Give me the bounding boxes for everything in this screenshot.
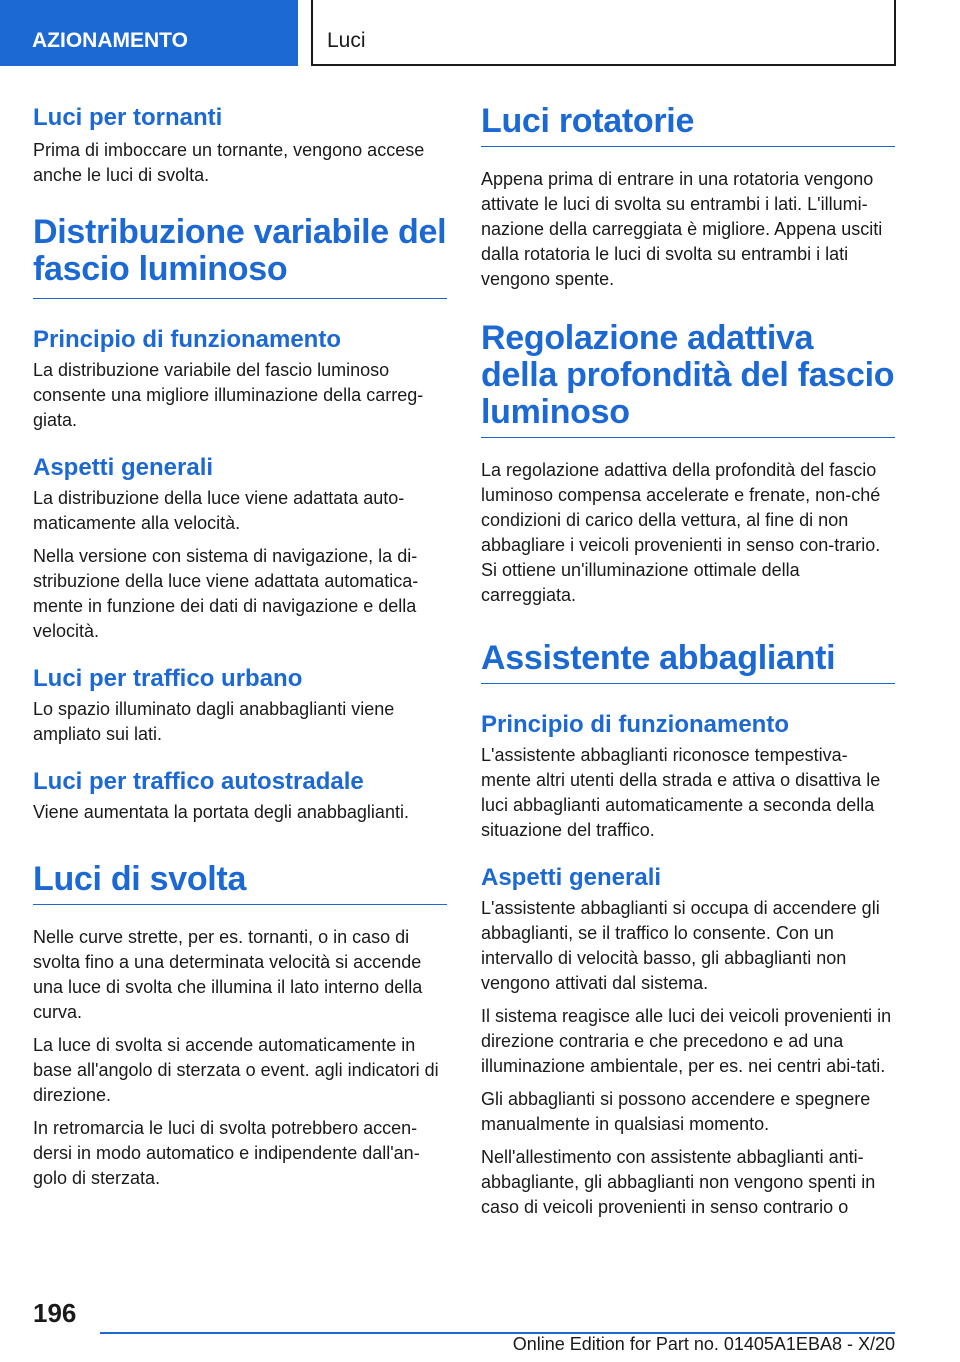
text-principio-assistente: L'assistente abbaglianti riconosce tempestiva‐mente altri utenti della strada e attiva o disattiva le luci abbaglianti automaticamente a seconda della situazione del traffico. <box>481 745 881 840</box>
heading-aspetti-assistente: Aspetti generali <box>481 864 662 891</box>
page-number: 196 <box>33 1298 77 1328</box>
text-aspetti-assistente-3: Gli abbaglianti si possono accendere e spegnere manualmente in qualsiasi momento. <box>481 1089 871 1134</box>
chapter-tab: Luci <box>311 0 896 66</box>
heading-autostradale: Luci per traffico autostradale <box>33 768 364 795</box>
heading-urbano: Luci per traffico urbano <box>33 665 303 692</box>
page-header <box>0 0 960 70</box>
text-svolta-3: In retromarcia le luci di svolta potrebbero accen‐dersi in modo automatico e indipendente dall'an‐golo di sterzata. <box>33 1118 420 1188</box>
heading-rotatorie: Luci rotatorie <box>481 103 895 147</box>
text-rotatorie: Appena prima di entrare in una rotatoria vengono attivate le luci di svolta su entrambi i lati. L'illumi‐nazione della carreggiata è migliore. Appena usciti dalla rotatoria le luci di svolta su entrambi i lati vengono spente. <box>481 169 883 289</box>
right-column <box>481 103 895 1220</box>
text-aspetti-assistente-4: Nell'allestimento con assistente abbaglianti anti‐abbagliante, gli abbaglianti non vengono spenti in caso di veicoli provenienti in senso contrario o <box>481 1147 876 1217</box>
text-svolta-2: La luce di svolta si accende automaticamente in base all'angolo di sterzata o event. agli indicatori di direzione. <box>33 1035 439 1105</box>
text-aspetti-assistente-1: L'assistente abbaglianti si occupa di accendere gli abbaglianti, se il traffico lo consente. Con un intervallo di velocità basso, gli abbaglianti non vengono attivati dal sistema. <box>481 898 880 993</box>
heading-regolazione: Regolazione adattiva della profondità del fascio luminoso <box>481 320 895 438</box>
text-aspetti-assistente-2: Il sistema reagisce alle luci dei veicoli provenienti in direzione contraria e che precedono e ad una illuminazione ambientale, per es. nei centri abi‐tati. <box>481 1006 892 1076</box>
footer-edition: Online Edition for Part no. 01405A1EBA8 - X/20 <box>512 1334 895 1354</box>
heading-assistente: Assistente abbaglianti <box>481 640 895 684</box>
text-regolazione: La regolazione adattiva della profondità del fascio luminoso compensa accelerate e frenate, non‐ché condizioni di carico della vettura, al fine di non abbagliare i veicoli provenienti in senso con‐trario. Si ottiene un'illuminazione ottimale della carreggiata. <box>481 460 881 605</box>
heading-principio-assistente: Principio di funzionamento <box>481 711 789 738</box>
text-urbano: Lo spazio illuminato dagli anabbaglianti viene ampliato sui lati. <box>33 699 395 744</box>
text-luci-tornanti: Prima di imboccare un tornante, vengono accese anche le luci di svolta. <box>33 140 425 185</box>
text-principio: La distribuzione variabile del fascio luminoso consente una migliore illuminazione della carreg‐giata. <box>33 360 424 430</box>
section-tab: AZIONAMENTO <box>0 0 298 66</box>
text-svolta-1: Nelle curve strette, per es. tornanti, o in caso di svolta fino a una determinata velocità si accende una luce di svolta che illumina il lato interno della curva. <box>33 927 423 1022</box>
heading-aspetti: Aspetti generali <box>33 454 214 481</box>
text-aspetti-1: La distribuzione della luce viene adattata auto‐maticamente alla velocità. <box>33 488 405 533</box>
text-aspetti-2: Nella versione con sistema di navigazione, la di‐stribuzione della luce viene adattata automatica‐mente in funzione dei dati di navigazione e della velocità. <box>33 546 419 641</box>
text-autostradale: Viene aumentata la portata degli anabbaglianti. <box>33 802 409 822</box>
heading-principio: Principio di funzionamento <box>33 326 341 353</box>
heading-luci-svolta: Luci di svolta <box>33 861 447 905</box>
heading-distribuzione: Distribuzione variabile del fascio luminoso <box>33 214 447 299</box>
heading-luci-tornanti: Luci per tornanti <box>33 104 223 131</box>
left-column <box>33 103 447 1191</box>
